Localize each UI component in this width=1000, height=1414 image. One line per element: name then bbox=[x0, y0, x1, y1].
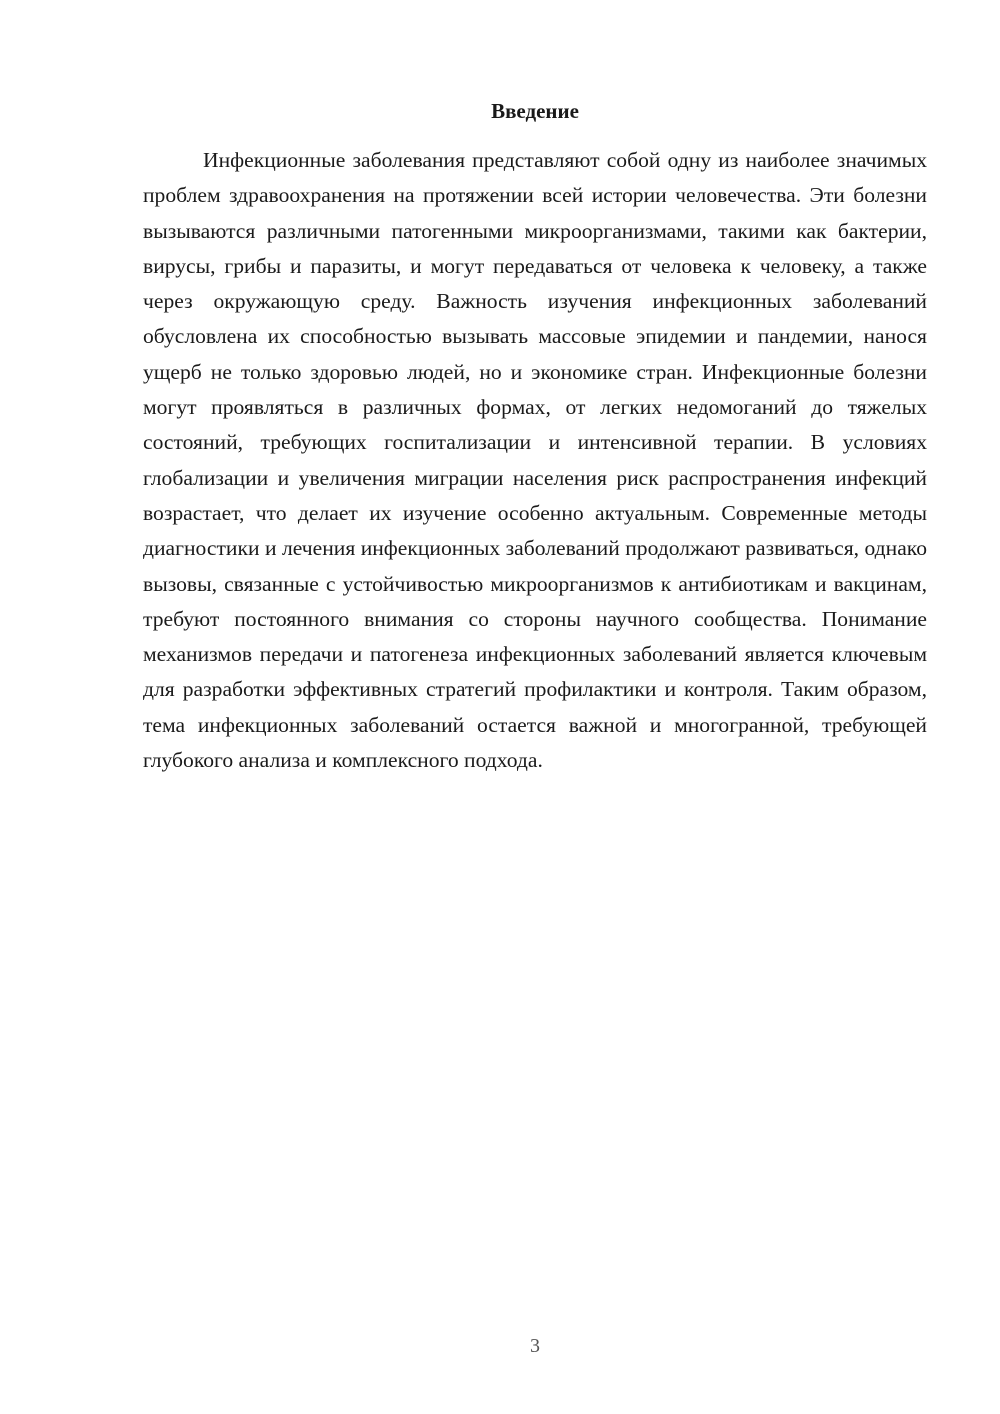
body-paragraph: Инфекционные заболевания представляют собой одну из наиболее значимых проблем здравоохранения на протяжении всей истории человечества. Эти болезни вызываются различными патогенными микроорганизмами, такими как бактерии, вирусы, грибы и паразиты, и могут передаваться от человека к человеку, а также через окружающую среду. Важность изучения инфекционных заболеваний обусловлена их способностью вызывать массовые эпидемии и пандемии, нанося ущерб не только здоровью людей, но и экономике стран. Инфекционные болезни могут проявляться в различных формах, от легких недомоганий до тяжелых состояний, требующих госпитализации и интенсивной терапии. В условиях глобализации и увеличения миграции населения риск распространения инфекций возрастает, что делает их изучение особенно актуальным. Современные методы диагностики и лечения инфекционных заболеваний продолжают развиваться, однако вызовы, связанные с устойчивостью микроорганизмов к антибиотикам и вакцинам, требуют постоянного внимания со стороны научного сообщества. Понимание механизмов передачи и патогенеза инфекционных заболеваний является ключевым для разработки эффективных стратегий профилактики и контроля. Таким образом, тема инфекционных заболеваний остается важной и многогранной, требующей глубокого анализа и комплексного подхода. bbox=[143, 148, 927, 773]
section-heading: Введение bbox=[491, 99, 579, 123]
page-number: 3 bbox=[530, 1335, 540, 1357]
